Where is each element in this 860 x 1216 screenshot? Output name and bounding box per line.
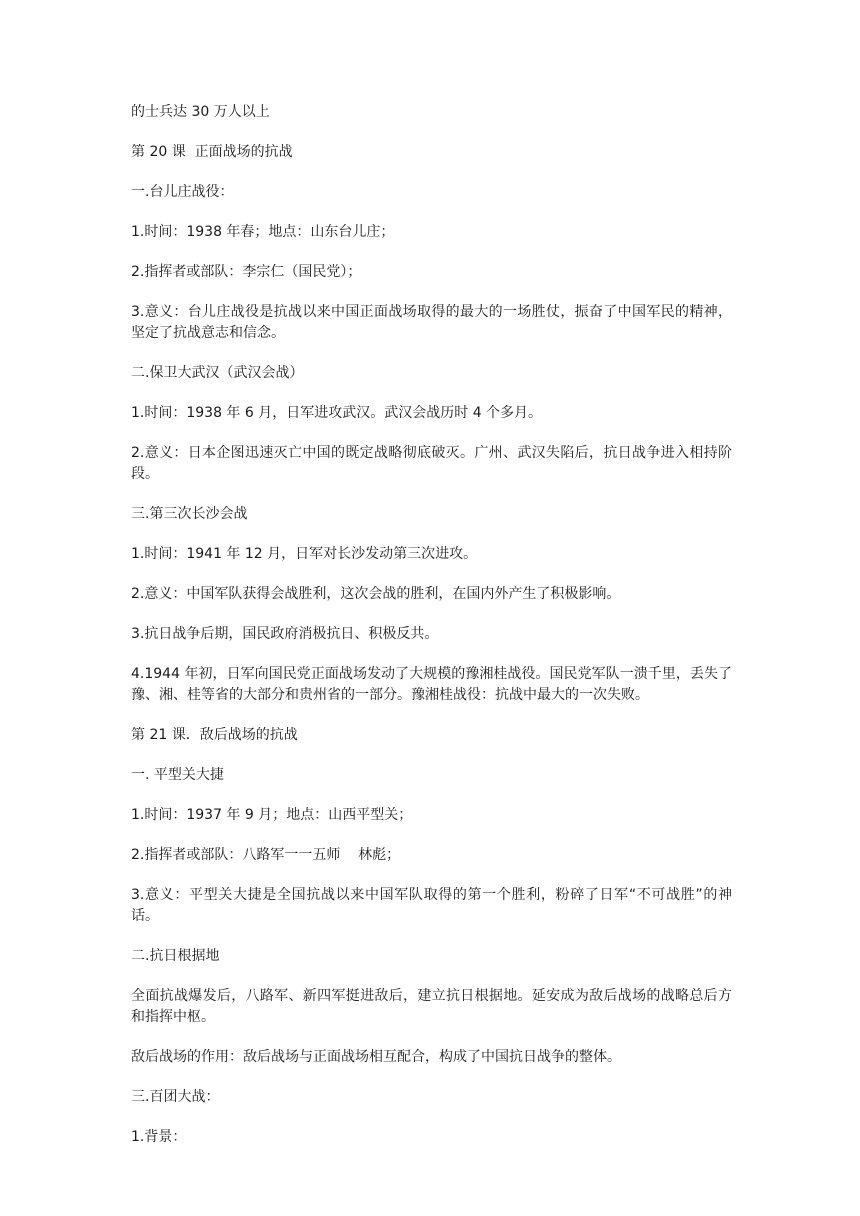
- late-war-policy: 3.抗日战争后期，国民政府消极抗日、积极反共。: [131, 626, 439, 642]
- pingxingguan-time: 1.时间：1937 年 9 月；地点：山西平型关；: [131, 807, 413, 823]
- changsha-significance: 2.意义：中国军队获得会战胜利，这次会战的胜利，在国内外产生了积极影响。: [131, 586, 621, 602]
- base-areas-text: 全面抗战爆发后，八路军、新四军挺进敌后，建立抗日根据地。延安成为敌后战场的战略总后方和指挥中枢。: [131, 988, 732, 1025]
- section-taierzhuang-heading: 一.台儿庄战役：: [131, 184, 234, 200]
- section-base-areas-heading: 二.抗日根据地: [131, 948, 220, 964]
- paragraph-continuation: 的士兵达 30 万人以上: [131, 104, 270, 120]
- section-pingxingguan-heading: 一. 平型关大捷: [131, 767, 224, 783]
- yuxianggui-campaign: 4.1944 年初，日军向国民党正面战场发动了大规模的豫湘桂战役。国民党军队一溃千里，丢失了豫、湘、桂等省的大部分和贵州省的一部分。豫湘桂战役：抗战中最大的一次失败。: [131, 666, 732, 703]
- pingxingguan-commander: 2.指挥者或部队：八路军一一五师 林彪；: [131, 847, 401, 863]
- wuhan-time: 1.时间：1938 年 6 月，日军进攻武汉。武汉会战历时 4 个多月。: [131, 405, 543, 421]
- pingxingguan-significance: 3.意义：平型关大捷是全国抗战以来中国军队取得的第一个胜利，粉碎了日军“不可战胜”的神话。: [131, 887, 732, 924]
- changsha-time: 1.时间：1941 年 12 月，日军对长沙发动第三次进攻。: [131, 546, 478, 562]
- taierzhuang-significance: 3.意义：台儿庄战役是抗战以来中国正面战场取得的最大的一场胜仗，振奋了中国军民的精神，坚定了抗战意志和信念。: [131, 304, 732, 341]
- wuhan-significance: 2.意义：日本企图迅速灭亡中国的既定战略彻底破灭。广州、武汉失陷后，抗日战争进入相持阶段。: [131, 445, 732, 482]
- section-changsha-heading: 三.第三次长沙会战: [131, 506, 248, 522]
- lesson-21-title: 第 21 课．敌后战场的抗战: [131, 727, 298, 743]
- section-wuhan-heading: 二.保卫大武汉（武汉会战）: [131, 365, 304, 381]
- taierzhuang-time: 1.时间：1938 年春；地点：山东台儿庄；: [131, 224, 395, 240]
- hundred-regiments-background: 1.背景：: [131, 1129, 187, 1145]
- rear-battlefield-role: 敌后战场的作用：敌后战场与正面战场相互配合，构成了中国抗日战争的整体。: [131, 1049, 621, 1065]
- lesson-20-title: 第 20 课 正面战场的抗战: [131, 144, 293, 160]
- section-hundred-regiments-heading: 三.百团大战：: [131, 1089, 220, 1105]
- taierzhuang-commander: 2.指挥者或部队：李宗仁（国民党）；: [131, 264, 362, 280]
